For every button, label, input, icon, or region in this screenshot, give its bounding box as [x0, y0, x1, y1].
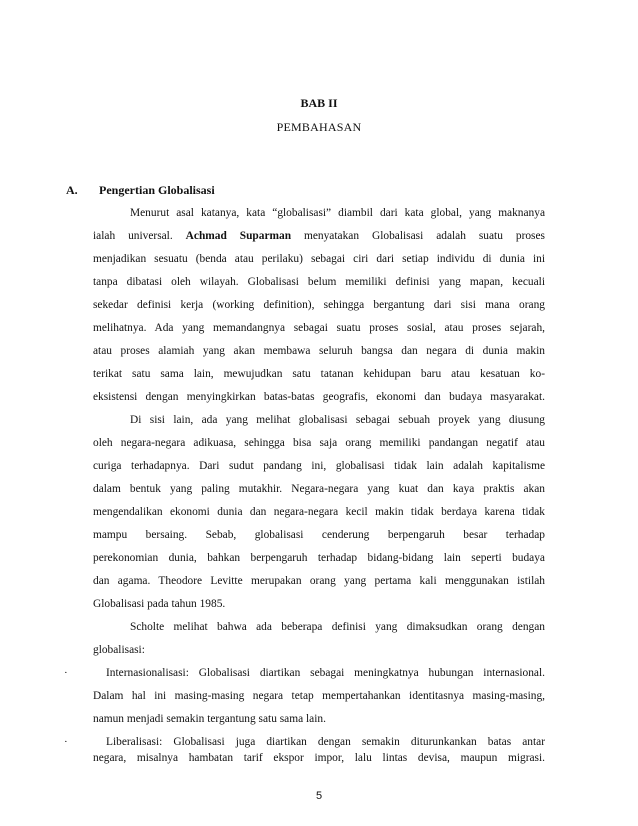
bullet-item-line: Liberalisasi: Globalisasi juga diartikan dengan semakin diturunkankan batas antar	[106, 736, 545, 748]
paragraph-2-line: dan agama. Theodore Levitte merupakan orang yang pertama kali menggunakan istilah	[93, 575, 545, 587]
paragraph-1-line: eksistensi dengan menyingkirkan batas-batas geografis, ekonomi dan budaya masyarakat.	[93, 391, 545, 403]
section-letter: A.	[66, 183, 78, 197]
paragraph-1-line: melihatnya. Ada yang memandangnya sebagai suatu proses sosial, atau proses sejarah,	[93, 322, 545, 334]
bullet-item-line: negara, misalnya hambatan tarif ekspor impor, lalu lintas devisa, maupun migrasi.	[93, 752, 545, 764]
paragraph-1-line: menjadikan sesuatu (benda atau perilaku) sebagai ciri dari setiap individu di dunia ini	[93, 253, 545, 265]
paragraph-2-line: perekonomian dunia, bahkan berpengaruh terhadap bidang-bidang lain seperti budaya	[93, 552, 545, 564]
paragraph-1-line: Menurut asal katanya, kata “globalisasi” diambil dari kata global, yang maknanya	[130, 207, 545, 219]
section-title: Pengertian Globalisasi	[99, 183, 215, 197]
bullet-item-line: Dalam hal ini masing-masing negara tetap mempertahankan identitasnya masing-masing,	[93, 690, 545, 702]
page-number: 5	[315, 790, 323, 802]
bullet-item-line: Internasionalisasi: Globalisasi diartikan sebagai meningkatnya hubungan internasional.	[106, 667, 545, 679]
chapter-number: BAB II	[300, 96, 338, 110]
paragraph-2-line: mengendalikan ekonomi dunia dan negara-negara kecil makin tidak berdaya karena tidak	[93, 506, 545, 518]
paragraph-3-line: Scholte melihat bahwa ada beberapa definisi yang dimaksudkan orang dengan	[130, 621, 545, 633]
paragraph-2-line: oleh negara-negara adikuasa, sehingga bisa saja orang memiliki pandangan negatif atau	[93, 437, 545, 449]
paragraph-3-line: globalisasi:	[93, 644, 145, 656]
paragraph-2-line: Globalisasi pada tahun 1985.	[93, 598, 226, 610]
author-name: Achmad Suparman	[185, 230, 292, 242]
paragraph-1-line: atau proses alamiah yang akan membawa seluruh bangsa dan negara di dunia makin	[93, 345, 545, 357]
paragraph-1-line: sekedar definisi kerja (working definition), sehingga bergantung dari sisi mana orang	[93, 299, 545, 311]
paragraph-2-line: dalam bentuk yang paling mutakhir. Negara-negara yang kuat dan kaya praktis akan	[93, 483, 545, 495]
paragraph-1-line: terikat satu sama lain, mewujudkan satu tatanan kehidupan baru atau kesatuan ko-	[93, 368, 545, 380]
bullet-dot: ·	[64, 667, 68, 679]
paragraph-2-line: curiga terhadapnya. Dari sudut pandang ini, globalisasi tidak lain adalah kapitalisme	[93, 460, 545, 472]
paragraph-2-line: mampu bersaing. Sebab, globalisasi cenderung berpengaruh besar terhadap	[93, 529, 545, 541]
section-heading	[66, 183, 215, 198]
chapter-title: PEMBAHASAN	[276, 120, 362, 134]
bullet-item-line: namun menjadi semakin tergantung satu sama lain.	[93, 713, 326, 725]
paragraph-1-line: tanpa dibatasi oleh wilayah. Globalisasi belum memiliki definisi yang mapan, kecuali	[93, 276, 545, 288]
bullet-dot: ·	[64, 736, 68, 748]
paragraph-1-line: ialah universal. Achmad Suparman menyatakan Globalisasi adalah suatu proses	[93, 230, 545, 242]
paragraph-2-line: Di sisi lain, ada yang melihat globalisasi sebagai sebuah proyek yang diusung	[130, 414, 545, 426]
